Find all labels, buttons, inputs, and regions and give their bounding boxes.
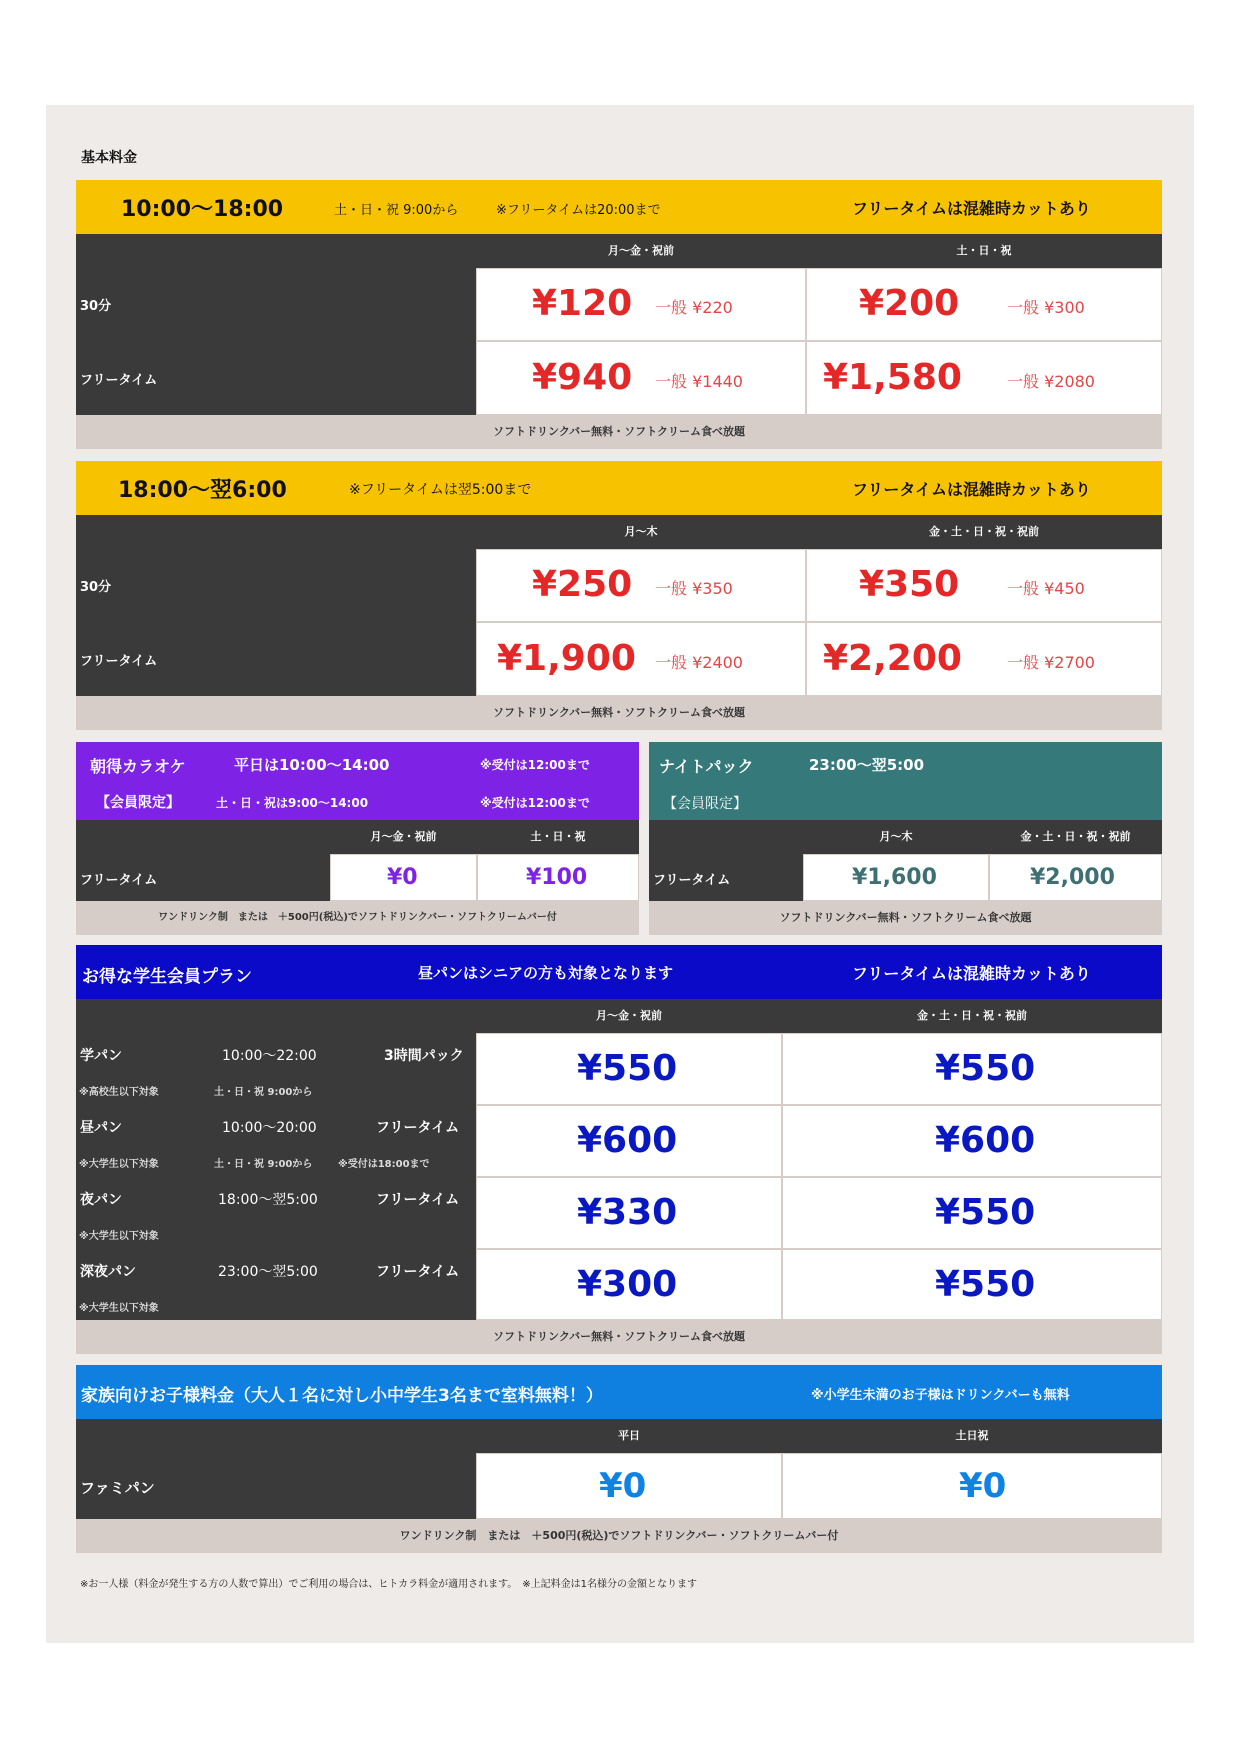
morning-weekday-time: 平日は10:00〜14:00 — [234, 756, 390, 774]
family-price2: ¥0 — [959, 1466, 1007, 1506]
family-note: ※小学生未満のお子様はドリンクバーも無料 — [811, 1388, 1070, 1403]
nightpack-title: ナイトパック — [659, 757, 754, 776]
student-row4-cell2 — [782, 1249, 1162, 1320]
night-row2-price2: ¥2,200 — [823, 638, 962, 679]
student-col1-header: 月〜金・祝前 — [596, 1009, 662, 1022]
student-row2-sub1: ※大学生以下対象 — [79, 1159, 159, 1170]
night-row2-general2: 一般 ¥2700 — [1007, 653, 1095, 672]
student-row1-label — [76, 1033, 476, 1105]
day-row2-cell2 — [806, 341, 1162, 415]
day-row1-cell2 — [806, 268, 1162, 341]
student-row1-price1: ¥550 — [577, 1048, 678, 1089]
student-row3-type: フリータイム — [376, 1192, 460, 1208]
family-column-headers — [76, 1419, 1162, 1453]
student-row2-name: 昼パン — [80, 1120, 122, 1136]
day-row2-general1: 一般 ¥1440 — [655, 372, 743, 391]
day-row2-general2: 一般 ¥2080 — [1007, 372, 1095, 391]
student-row1-sub1: ※高校生以下対象 — [79, 1087, 159, 1098]
family-row-label: ファミパン — [76, 1453, 476, 1519]
night-row1-price1: ¥250 — [532, 564, 633, 605]
nightpack-member: 【会員限定】 — [663, 796, 747, 812]
student-senior-note: 昼パンはシニアの方も対象となります — [418, 964, 674, 982]
morning-col2-header: 土・日・祝 — [530, 830, 586, 843]
night-col2-header: 金・土・日・祝・祝前 — [929, 525, 1039, 538]
family-header-band — [76, 1365, 1162, 1419]
night-row2-general1: 一般 ¥2400 — [655, 653, 743, 672]
morning-column-headers — [76, 820, 639, 854]
student-row4-sub1: ※大学生以下対象 — [79, 1303, 159, 1314]
student-row2-price1: ¥600 — [577, 1120, 678, 1161]
student-row2-cell1 — [476, 1105, 782, 1177]
night-time: 18:00〜翌6:00 — [118, 478, 287, 503]
family-title: 家族向けお子様料金（大人１名に対し小中学生3名まで室料無料！） — [81, 1386, 603, 1406]
morning-footer: ワンドリンク制 または ＋500円(税込)でソフトドリンクバー・ソフトクリームバー付 — [76, 901, 639, 935]
nightpack-row-label: フリータイム — [649, 854, 803, 901]
day-section — [76, 180, 1162, 450]
night-free-note: ※フリータイムは翌5:00まで — [349, 482, 532, 498]
student-row1-cell2 — [782, 1033, 1162, 1105]
family-section — [76, 1365, 1162, 1553]
student-row1-time: 10:00〜22:00 — [222, 1048, 317, 1064]
night-row1-price2: ¥350 — [859, 564, 960, 605]
nightpack-col2-header: 金・土・日・祝・祝前 — [1020, 830, 1131, 843]
student-row1-type: 3時間パック — [384, 1048, 464, 1064]
night-row1-general2: 一般 ¥450 — [1007, 579, 1085, 598]
student-col2-header: 金・土・日・祝・祝前 — [917, 1009, 1027, 1022]
day-time: 10:00〜18:00 — [121, 197, 284, 222]
night-row2-label: フリータイム — [76, 622, 476, 696]
morning-member: 【会員限定】 — [96, 795, 180, 811]
day-column-headers — [76, 234, 1162, 268]
student-row2-cell2 — [782, 1105, 1162, 1177]
student-row4-cell1 — [476, 1249, 782, 1320]
family-cell1 — [476, 1453, 782, 1519]
student-row4-name: 深夜パン — [80, 1264, 136, 1280]
bottom-note: ※お一人様（料金が発生する方の人数で算出）でご利用の場合は、ヒトカラ料金が適用されます。 ※上記料金は1名様分の金額となります — [80, 1579, 698, 1590]
day-row1-cell1 — [476, 268, 806, 341]
night-row1-cell1 — [476, 549, 806, 622]
morning-weekend-time: 土・日・祝は9:00〜14:00 — [216, 796, 369, 810]
night-column-headers — [76, 515, 1162, 549]
student-row4-type: フリータイム — [376, 1264, 460, 1280]
student-row1-price2: ¥550 — [935, 1048, 1036, 1089]
family-cell2 — [782, 1453, 1162, 1519]
morning-weekday-note: ※受付は12:00まで — [480, 758, 590, 772]
page-title: 基本料金 — [81, 150, 137, 166]
student-row1-cell1 — [476, 1033, 782, 1105]
student-row3-cell1 — [476, 1177, 782, 1249]
morning-row-label: フリータイム — [76, 854, 330, 901]
family-col2-header: 土日祝 — [955, 1429, 989, 1442]
day-footer: ソフトドリンクバー無料・ソフトクリーム食べ放題 — [76, 415, 1162, 449]
day-col1-header: 月〜金・祝前 — [608, 244, 674, 257]
nightpack-section — [649, 742, 1162, 935]
price-panel — [46, 105, 1194, 1643]
day-row2-price1: ¥940 — [532, 357, 633, 398]
student-row2-price2: ¥600 — [935, 1120, 1036, 1161]
nightpack-header-band — [649, 742, 1162, 820]
morning-header-band — [76, 742, 639, 820]
morning-weekend-note: ※受付は12:00まで — [480, 796, 590, 810]
student-cut-note: フリータイムは混雑時カットあり — [852, 964, 1091, 983]
day-row2-label: フリータイム — [76, 341, 476, 415]
nightpack-price1: ¥1,600 — [852, 865, 937, 890]
student-row3-label — [76, 1177, 476, 1249]
night-cut-note: フリータイムは混雑時カットあり — [852, 480, 1091, 499]
day-col2-header: 土・日・祝 — [956, 244, 1012, 257]
student-row3-name: 夜パン — [80, 1192, 122, 1208]
student-row3-time: 18:00〜翌5:00 — [218, 1192, 318, 1208]
student-row4-price2: ¥550 — [935, 1264, 1036, 1305]
day-row1-price2: ¥200 — [859, 283, 960, 324]
student-row3-price1: ¥330 — [577, 1192, 678, 1233]
night-row2-cell1 — [476, 622, 806, 696]
student-column-headers — [76, 999, 1162, 1033]
day-row1-general1: 一般 ¥220 — [655, 298, 733, 317]
night-section — [76, 461, 1162, 731]
nightpack-time: 23:00〜翌5:00 — [809, 756, 925, 774]
morning-col1-header: 月〜金・祝前 — [370, 830, 437, 843]
nightpack-col1-header: 月〜木 — [879, 830, 913, 843]
student-header-band — [76, 945, 1162, 999]
day-row1-price1: ¥120 — [532, 283, 633, 324]
student-row2-label — [76, 1105, 476, 1177]
student-title: お得な学生会員プラン — [82, 967, 252, 987]
student-row1-sub2: 土・日・祝 9:00から — [214, 1087, 313, 1098]
student-row2-sub3: ※受付は18:00まで — [338, 1159, 430, 1170]
nightpack-price2: ¥2,000 — [1030, 865, 1115, 890]
night-col1-header: 月〜木 — [624, 525, 658, 538]
night-header-band — [76, 461, 1162, 515]
night-row1-cell2 — [806, 549, 1162, 622]
night-row1-label: 30分 — [76, 549, 476, 622]
night-row1-general1: 一般 ¥350 — [655, 579, 733, 598]
night-footer: ソフトドリンクバー無料・ソフトクリーム食べ放題 — [76, 696, 1162, 730]
morning-section — [76, 742, 639, 935]
day-cut-note: フリータイムは混雑時カットあり — [852, 199, 1091, 218]
day-free-note: ※フリータイムは20:00まで — [496, 203, 661, 218]
day-weekend-note: 土・日・祝 9:00から — [334, 203, 459, 218]
morning-cell2 — [477, 854, 639, 901]
nightpack-cell1 — [803, 854, 989, 901]
day-row2-cell1 — [476, 341, 806, 415]
student-row4-label — [76, 1249, 476, 1320]
nightpack-footer: ソフトドリンクバー無料・ソフトクリーム食べ放題 — [649, 901, 1162, 935]
day-row2-price2: ¥1,580 — [823, 357, 962, 398]
student-row1-name: 学パン — [80, 1048, 122, 1064]
student-row3-cell2 — [782, 1177, 1162, 1249]
student-row3-sub1: ※大学生以下対象 — [79, 1231, 159, 1242]
family-footer: ワンドリンク制 または ＋500円(税込)でソフトドリンクバー・ソフトクリームバー付 — [76, 1519, 1162, 1553]
morning-cell1 — [330, 854, 477, 901]
day-row1-general2: 一般 ¥300 — [1007, 298, 1085, 317]
day-header-band — [76, 180, 1162, 234]
morning-price2: ¥100 — [526, 865, 588, 890]
family-col1-header: 平日 — [618, 1429, 640, 1442]
night-row2-cell2 — [806, 622, 1162, 696]
family-price1: ¥0 — [599, 1466, 647, 1506]
morning-price1: ¥0 — [387, 865, 418, 890]
night-row2-price1: ¥1,900 — [497, 638, 636, 679]
nightpack-cell2 — [989, 854, 1162, 901]
student-section — [76, 945, 1162, 1354]
student-footer: ソフトドリンクバー無料・ソフトクリーム食べ放題 — [76, 1320, 1162, 1354]
student-row4-time: 23:00〜翌5:00 — [218, 1264, 318, 1280]
student-row4-price1: ¥300 — [577, 1264, 678, 1305]
day-row1-label: 30分 — [76, 268, 476, 341]
student-row2-time: 10:00〜20:00 — [222, 1120, 317, 1136]
morning-title: 朝得カラオケ — [90, 757, 186, 776]
student-row2-type: フリータイム — [376, 1120, 460, 1136]
student-row3-price2: ¥550 — [935, 1192, 1036, 1233]
nightpack-column-headers — [649, 820, 1162, 854]
student-row2-sub2: 土・日・祝 9:00から — [214, 1159, 313, 1170]
